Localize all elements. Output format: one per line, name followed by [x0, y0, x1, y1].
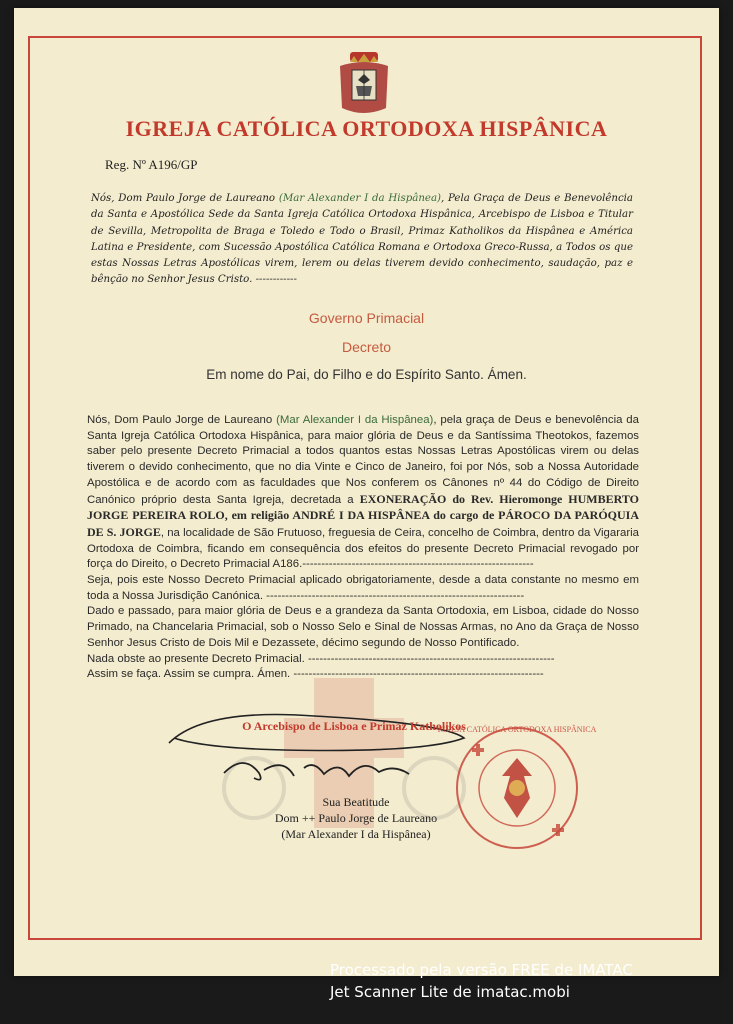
body-p1-highlight: (Mar Alexander I da Hispânea)	[276, 414, 434, 426]
signature-flourish-icon	[164, 698, 484, 798]
signatory-name: Dom ++ Paulo Jorge de Laureano	[274, 811, 438, 825]
body-paragraph-5: Assim se faça. Assim se cumpra. Ámen. ------------------------------------------------------------------	[87, 668, 544, 681]
preamble-highlight: (Mar Alexander I da Hispânea)	[278, 193, 441, 204]
body-p1-bold: EXONERAÇÃO do Rev. Hieromonge HUMBERTO JORGE PEREIRA ROLO, em religião ANDRÉ I DA HISPÂNEA do cargo de PÁROCO DA PARÓQUIA DE S. JORGE	[87, 491, 639, 539]
signatory-title: (Mar Alexander I da Hispânea)	[281, 827, 431, 841]
church-seal-icon	[437, 718, 597, 858]
registration-number: Reg. Nº A196/GP	[105, 157, 198, 172]
invocation-line: Em nome do Pai, do Filho e do Espírito Santo. Ámen.	[206, 367, 527, 382]
scanner-watermark-line-1: Processado pela versão FREE de IMATAC	[330, 961, 633, 979]
body-p1-a: Nós, Dom Paulo Jorge de Laureano	[87, 414, 277, 426]
body-paragraph-4: Nada obste ao presente Decreto Primacial. -----------------------------------------------------------------	[87, 652, 555, 665]
sua-beatitude: Sua Beatitude	[322, 795, 390, 809]
document-paper	[14, 8, 719, 976]
preamble-part-2: , Pela Graça de Deus e Benevolência da Santa e Apostólica Sede da Santa Igreja Católica Ortodoxa Hispânica, Arcebispo de Lisboa e Titular de Sevilla, Metropolita de Braga e Toledo e Todo o Brasil, Primaz Katholikos da Hispânea e América Latina e Presidente, com Sucessão Apostólica Católica Romana e Ortodoxa Greco-Russa, a Todos os que estas Nossas Letras Apostólicas virem, lerem ou delas tiverem devido conhecimento, saudação, paz e bênção no Senhor Jesus Cristo. ------------	[91, 193, 633, 286]
body-paragraph-1	[87, 413, 639, 573]
preamble-part-1: Nós, Dom Paulo Jorge de Laureano	[91, 193, 279, 204]
decree-body	[87, 413, 639, 683]
preamble-text	[91, 191, 633, 289]
body-paragraph-3: Dado e passado, para maior glória de Deus e a grandeza da Santa Ortodoxia, em Lisboa, cidade do Nosso Primado, na Chancelaria Primacial, sob o Nosso Selo e Sinal de Nossas Armas, no Ano da Graça de Nosso Senhor Jesus Cristo de Dois Mil e Dezassete, décimo segundo de Nosso Pontificado.	[87, 605, 639, 649]
scanner-watermark-line-2: Jet Scanner Lite de imatac.mobi	[330, 983, 570, 1001]
seal-ring-text: IGREJA CATÓLICA ORTODOXA HISPÂNICA	[437, 725, 597, 734]
coat-of-arms-icon	[336, 50, 392, 118]
governo-heading: Governo Primacial	[308, 310, 425, 326]
archbishop-title: O Arcebispo de Lisboa e Primaz Katholikos	[242, 719, 466, 733]
decreto-heading: Decreto	[341, 339, 392, 355]
body-paragraph-2: Seja, pois este Nosso Decreto Primacial aplicado obrigatoriamente, desde a data constante no mesmo em toda a Nossa Jurisdição Canónica. --------------------------------------------------------------------	[87, 574, 639, 602]
body-p1-c: , na localidade de São Frutuoso, freguesia de Ceira, concelho de Coimbra, dentro da Vigararia Ortodoxa de Coimbra, ficando em consequência dos efeitos do presente Decreto Primacial revogado por força do Direito, o Decreto Primacial A186.-------------------------------------------------------------	[87, 526, 639, 571]
church-title: IGREJA CATÓLICA ORTODOXA HISPÂNICA	[125, 116, 608, 141]
body-p1-b: , pela graça de Deus e benevolência da Santa Igreja Católica Ortodoxa Hispânica, para maior glória de Deus e da Santíssima Theotokos, fazemos saber pelo presente Decreto Primacial a todos quantos estas Nossas Letras Apostólicas virem ou delas tiverem o devido conhecimento, que no dia Vinte e Cinco de Janeiro, foi por Nós, sob a Nossa Autoridade Apostólica e de acordo com as faculdades que Nos conferem os Cânones nº 44 do Código de Direito Canónico próprio desta Santa Igreja, decretada a	[87, 414, 639, 506]
